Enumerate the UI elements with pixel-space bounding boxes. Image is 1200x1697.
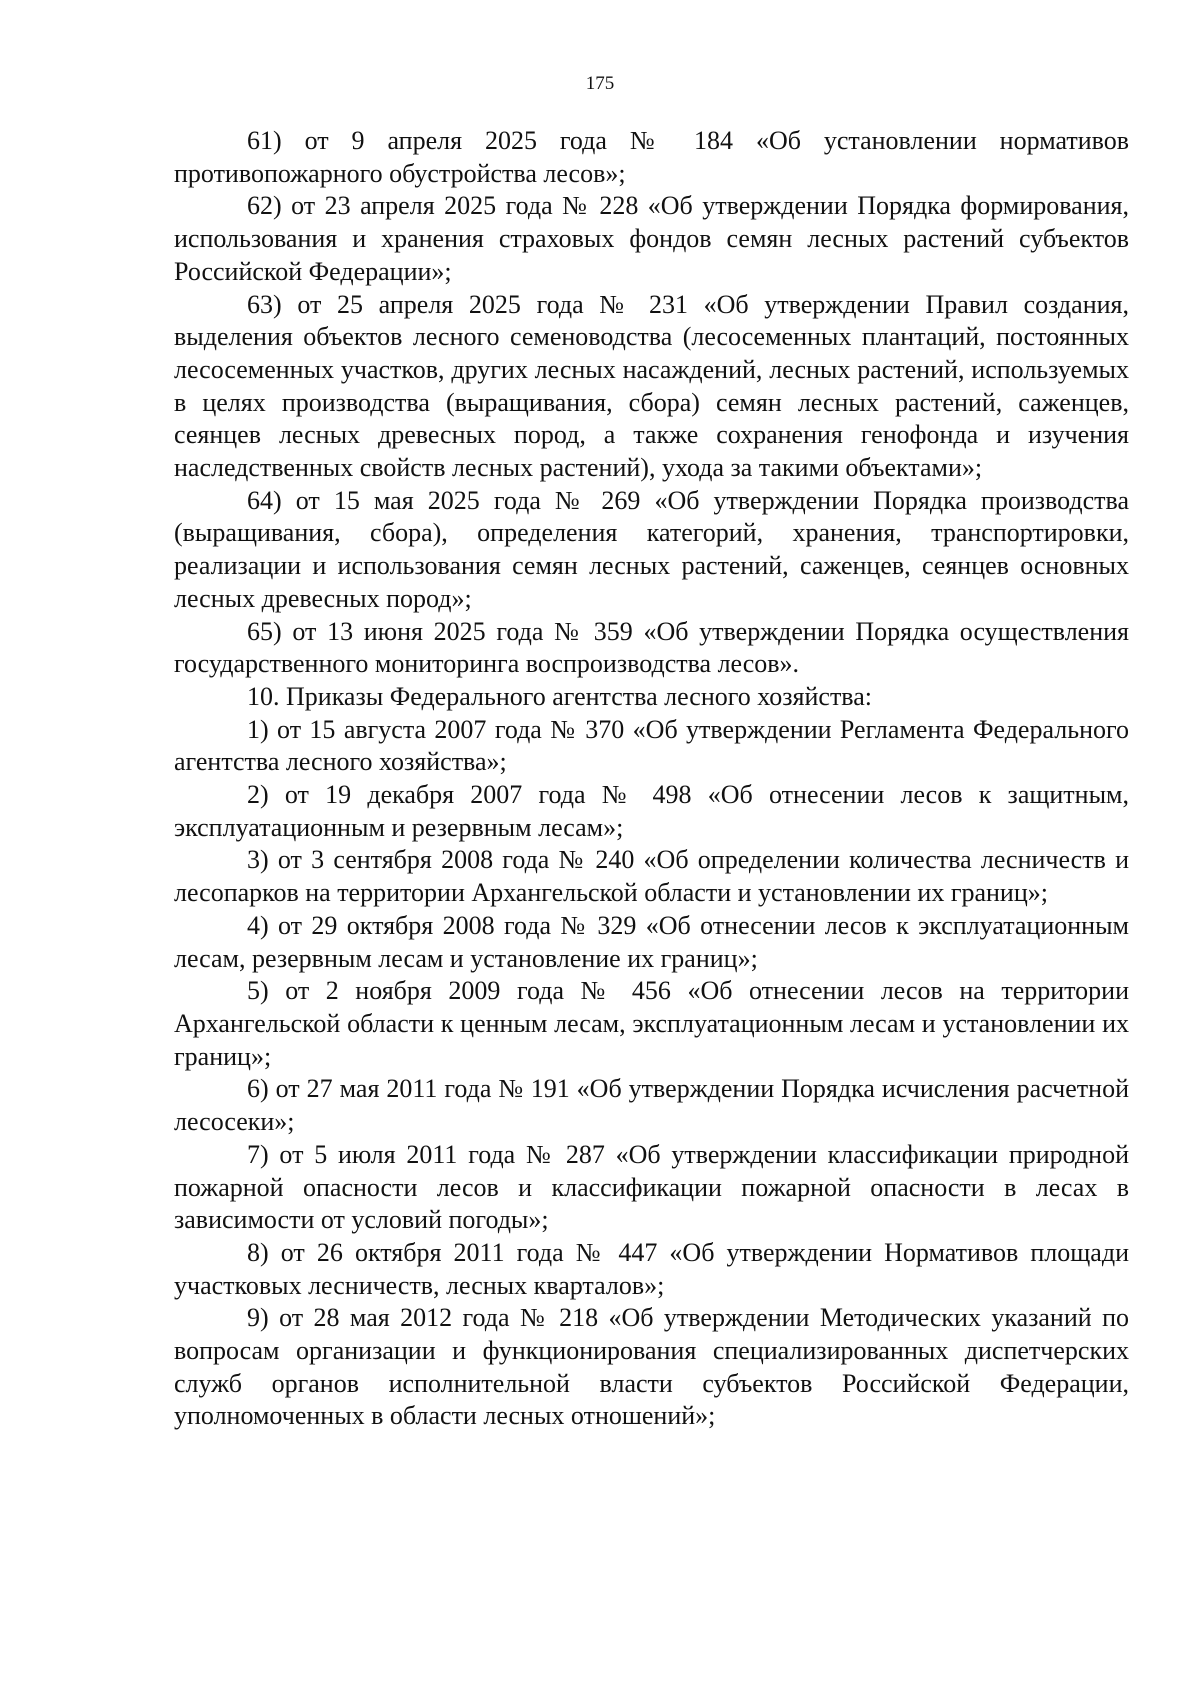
page-number: 175 bbox=[585, 73, 615, 94]
list-item-3: 3) от 3 сентября 2008 года № 240 «Об определении количества лесничеств и лесопарков на территории Архангельской области и установлении их границ»; bbox=[174, 845, 1129, 908]
list-item-64: 64) от 15 мая 2025 года № 269 «Об утверждении Порядка производства (выращивания, сбора), определения категорий, хранения, транспортировки, реализации и использования семян лесных растений, саженцев, сеянцев основных лесных древесных пород»; bbox=[174, 485, 1129, 613]
list-item-2: 2) от 19 декабря 2007 года № 498 «Об отнесении лесов к защитным, эксплуатационным и резервным лесам»; bbox=[174, 780, 1129, 842]
list-item-61: 61) от 9 апреля 2025 года № 184 «Об установлении нормативов противопожарного обустройства лесов»; bbox=[174, 126, 1129, 188]
list-item-63: 63) от 25 апреля 2025 года № 231 «Об утверждении Правил создания, выделения объектов лесного семеноводства (лесосеменных плантаций, постоянных лесосеменных участков, других лесных насаждений, лесных растений, используемых в целях производства (выращивания, сбора) семян лесных растений, саженцев, сеянцев лесных древесных пород, а также сохранения генофонда и изучения наследственных свойств лесных растений), ухода за такими объектами»; bbox=[174, 289, 1129, 483]
list-item-8: 8) от 26 октября 2011 года № 447 «Об утверждении Нормативов площади участковых лесничеств, лесных кварталов»; bbox=[174, 1237, 1129, 1300]
list-item-62: 62) от 23 апреля 2025 года № 228 «Об утверждении Порядка формирования, использования и хранения страховых фондов семян лесных растений субъектов Российской Федерации»; bbox=[174, 191, 1129, 286]
list-item-5: 5) от 2 ноября 2009 года № 456 «Об отнесении лесов на территории Архангельской области к ценным лесам, эксплуатационным лесам и установлении их границ»; bbox=[174, 976, 1129, 1071]
list-item-1: 1) от 15 августа 2007 года № 370 «Об утверждении Регламента Федерального агентства лесного хозяйства»; bbox=[174, 714, 1129, 777]
list-item-6: 6) от 27 мая 2011 года № 191 «Об утверждении Порядка исчисления расчетной лесосеки»; bbox=[174, 1074, 1129, 1137]
section-heading-10: 10. Приказы Федерального агентства лесного хозяйства: bbox=[247, 681, 873, 711]
list-item-65: 65) от 13 июня 2025 года № 359 «Об утверждении Порядка осуществления государственного мониторинга воспроизводства лесов». bbox=[174, 616, 1129, 679]
document-body bbox=[174, 125, 1129, 1433]
list-item-4: 4) от 29 октября 2008 года № 329 «Об отнесении лесов к эксплуатационным лесам, резервным лесам и установление их границ»; bbox=[174, 910, 1129, 973]
list-item-9: 9) от 28 мая 2012 года № 218 «Об утверждении Методических указаний по вопросам организации и функционирования специализированных диспетчерских служб органов исполнительной власти субъектов Российской Федерации, уполномоченных в области лесных отношений»; bbox=[174, 1303, 1129, 1431]
list-item-7: 7) от 5 июля 2011 года № 287 «Об утверждении классификации природной пожарной опасности лесов и классификации пожарной опасности в лесах в зависимости от условий погоды»; bbox=[174, 1139, 1129, 1235]
